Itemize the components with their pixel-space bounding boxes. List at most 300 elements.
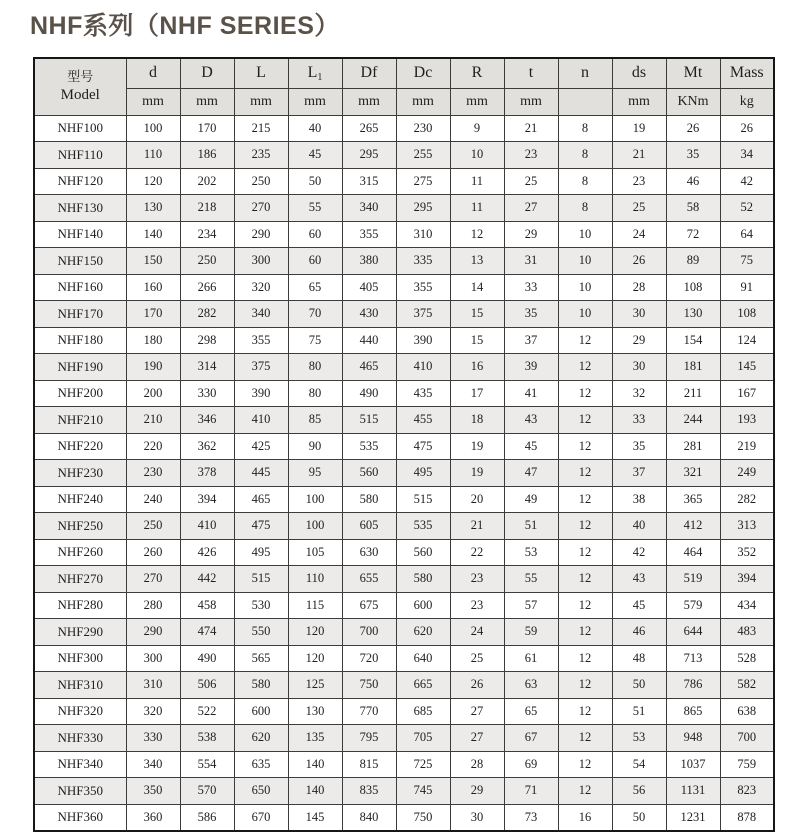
value-cell: 75 [720,248,774,275]
value-cell: 270 [126,566,180,593]
value-cell: 464 [666,539,720,566]
column-header-dc: Dc [396,58,450,88]
table-row-nhf110 [34,142,774,169]
value-cell: 600 [396,592,450,619]
value-cell: 130 [288,698,342,725]
value-cell: 200 [126,380,180,407]
value-cell: 550 [234,619,288,646]
column-header-l: L [234,58,288,88]
table-row-nhf350 [34,778,774,805]
value-cell: 12 [558,513,612,540]
value-cell: 33 [612,407,666,434]
value-cell: 90 [288,433,342,460]
value-cell: 8 [558,168,612,195]
column-header-mt: Mt [666,58,720,88]
value-cell: 110 [288,566,342,593]
value-cell: 18 [450,407,504,434]
table-row-nhf270 [34,566,774,593]
value-cell: 12 [450,221,504,248]
value-cell: 33 [504,274,558,301]
table-row-nhf220 [34,433,774,460]
value-cell: 700 [342,619,396,646]
value-cell: 215 [234,115,288,142]
value-cell: 250 [126,513,180,540]
model-cell: NHF180 [34,327,126,354]
value-cell: 490 [342,380,396,407]
value-cell: 250 [180,248,234,275]
value-cell: 105 [288,539,342,566]
value-cell: 23 [612,168,666,195]
value-cell: 515 [234,566,288,593]
value-cell: 26 [666,115,720,142]
value-cell: 475 [234,513,288,540]
model-cell: NHF330 [34,725,126,752]
value-cell: 120 [288,619,342,646]
value-cell: 350 [126,778,180,805]
value-cell: 15 [450,327,504,354]
value-cell: 120 [288,645,342,672]
value-cell: 244 [666,407,720,434]
model-cell: NHF250 [34,513,126,540]
value-cell: 580 [234,672,288,699]
value-cell: 280 [126,592,180,619]
value-cell: 340 [342,195,396,222]
value-cell: 250 [234,168,288,195]
value-cell: 458 [180,592,234,619]
value-cell: 10 [558,248,612,275]
unit-header-8 [558,88,612,115]
value-cell: 25 [450,645,504,672]
value-cell: 10 [558,274,612,301]
value-cell: 160 [126,274,180,301]
value-cell: 140 [288,751,342,778]
value-cell: 60 [288,221,342,248]
value-cell: 495 [234,539,288,566]
value-cell: 9 [450,115,504,142]
value-cell: 620 [396,619,450,646]
value-cell: 46 [612,619,666,646]
value-cell: 655 [342,566,396,593]
value-cell: 145 [720,354,774,381]
table-row-nhf190 [34,354,774,381]
value-cell: 815 [342,751,396,778]
value-cell: 67 [504,725,558,752]
value-cell: 95 [288,460,342,487]
value-cell: 54 [612,751,666,778]
model-cell: NHF270 [34,566,126,593]
model-cell: NHF290 [34,619,126,646]
value-cell: 37 [612,460,666,487]
value-cell: 378 [180,460,234,487]
value-cell: 570 [180,778,234,805]
value-cell: 410 [396,354,450,381]
table-row-nhf180 [34,327,774,354]
table-row-nhf170 [34,301,774,328]
value-cell: 630 [342,539,396,566]
value-cell: 750 [396,804,450,831]
value-cell: 12 [558,672,612,699]
value-cell: 61 [504,645,558,672]
value-cell: 12 [558,592,612,619]
value-cell: 434 [720,592,774,619]
table-row-nhf360 [34,804,774,831]
value-cell: 725 [396,751,450,778]
model-cell: NHF230 [34,460,126,487]
value-cell: 265 [342,115,396,142]
value-cell: 115 [288,592,342,619]
table-row-nhf150 [34,248,774,275]
value-cell: 465 [234,486,288,513]
value-cell: 42 [612,539,666,566]
value-cell: 321 [666,460,720,487]
value-cell: 638 [720,698,774,725]
value-cell: 108 [666,274,720,301]
value-cell: 50 [288,168,342,195]
model-cell: NHF120 [34,168,126,195]
value-cell: 430 [342,301,396,328]
value-cell: 12 [558,486,612,513]
model-cell: NHF240 [34,486,126,513]
value-cell: 560 [342,460,396,487]
value-cell: 375 [396,301,450,328]
value-cell: 12 [558,725,612,752]
value-cell: 380 [342,248,396,275]
unit-header-9: mm [612,88,666,115]
value-cell: 43 [504,407,558,434]
value-cell: 34 [720,142,774,169]
value-cell: 21 [450,513,504,540]
value-cell: 282 [180,301,234,328]
value-cell: 55 [504,566,558,593]
value-cell: 219 [720,433,774,460]
value-cell: 170 [180,115,234,142]
value-cell: 29 [504,221,558,248]
model-cell: NHF130 [34,195,126,222]
value-cell: 53 [504,539,558,566]
table-row-nhf290 [34,619,774,646]
value-cell: 220 [126,433,180,460]
value-cell: 554 [180,751,234,778]
value-cell: 230 [396,115,450,142]
value-cell: 375 [234,354,288,381]
value-cell: 12 [558,566,612,593]
value-cell: 51 [504,513,558,540]
value-cell: 12 [558,751,612,778]
value-cell: 346 [180,407,234,434]
value-cell: 12 [558,433,612,460]
value-cell: 145 [288,804,342,831]
value-cell: 355 [234,327,288,354]
value-cell: 20 [450,486,504,513]
value-cell: 538 [180,725,234,752]
model-cell: NHF210 [34,407,126,434]
value-cell: 335 [396,248,450,275]
value-cell: 410 [234,407,288,434]
value-cell: 365 [666,486,720,513]
value-cell: 30 [612,354,666,381]
table-row-nhf280 [34,592,774,619]
table-body [34,115,774,831]
value-cell: 47 [504,460,558,487]
value-cell: 108 [720,301,774,328]
value-cell: 52 [720,195,774,222]
model-cell: NHF340 [34,751,126,778]
value-cell: 12 [558,407,612,434]
value-cell: 80 [288,380,342,407]
value-cell: 65 [288,274,342,301]
value-cell: 140 [126,221,180,248]
value-cell: 64 [720,221,774,248]
table-row-nhf330 [34,725,774,752]
value-cell: 865 [666,698,720,725]
column-header-l1: $L_1$ [288,58,342,88]
value-cell: 181 [666,354,720,381]
value-cell: 315 [342,168,396,195]
value-cell: 170 [126,301,180,328]
value-cell: 42 [720,168,774,195]
value-cell: 25 [504,168,558,195]
column-header-r: R [450,58,504,88]
value-cell: 390 [234,380,288,407]
table-row-nhf130 [34,195,774,222]
value-cell: 298 [180,327,234,354]
value-cell: 8 [558,142,612,169]
value-cell: 193 [720,407,774,434]
value-cell: 410 [180,513,234,540]
model-cell: NHF140 [34,221,126,248]
value-cell: 620 [234,725,288,752]
column-header-t: t [504,58,558,88]
value-cell: 35 [612,433,666,460]
value-cell: 28 [612,274,666,301]
value-cell: 35 [504,301,558,328]
value-cell: 45 [288,142,342,169]
value-cell: 16 [450,354,504,381]
value-cell: 89 [666,248,720,275]
value-cell: 23 [450,566,504,593]
value-cell: 22 [450,539,504,566]
unit-header-10: KNm [666,88,720,115]
value-cell: 475 [396,433,450,460]
value-cell: 522 [180,698,234,725]
value-cell: 352 [720,539,774,566]
value-cell: 58 [666,195,720,222]
table-row-nhf250 [34,513,774,540]
value-cell: 130 [666,301,720,328]
value-cell: 713 [666,645,720,672]
table-row-nhf340 [34,751,774,778]
value-cell: 260 [126,539,180,566]
value-cell: 190 [126,354,180,381]
value-cell: 26 [450,672,504,699]
value-cell: 840 [342,804,396,831]
value-cell: 15 [450,301,504,328]
value-cell: 31 [504,248,558,275]
value-cell: 234 [180,221,234,248]
value-cell: 835 [342,778,396,805]
value-cell: 394 [180,486,234,513]
value-cell: 878 [720,804,774,831]
value-cell: 535 [342,433,396,460]
value-cell: 528 [720,645,774,672]
value-cell: 150 [126,248,180,275]
value-cell: 45 [612,592,666,619]
value-cell: 405 [342,274,396,301]
value-cell: 394 [720,566,774,593]
value-cell: 60 [288,248,342,275]
table-row-nhf240 [34,486,774,513]
value-cell: 355 [396,274,450,301]
value-cell: 45 [504,433,558,460]
value-cell: 154 [666,327,720,354]
value-cell: 23 [450,592,504,619]
value-cell: 211 [666,380,720,407]
value-cell: 282 [720,486,774,513]
table-row-nhf300 [34,645,774,672]
value-cell: 519 [666,566,720,593]
table-row-nhf160 [34,274,774,301]
value-cell: 685 [396,698,450,725]
value-cell: 51 [612,698,666,725]
value-cell: 8 [558,195,612,222]
value-cell: 56 [612,778,666,805]
value-cell: 24 [612,221,666,248]
value-cell: 720 [342,645,396,672]
value-cell: 644 [666,619,720,646]
value-cell: 313 [720,513,774,540]
value-cell: 12 [558,778,612,805]
value-cell: 23 [504,142,558,169]
value-cell: 1037 [666,751,720,778]
value-cell: 85 [288,407,342,434]
value-cell: 29 [612,327,666,354]
value-cell: 440 [342,327,396,354]
value-cell: 580 [396,566,450,593]
value-cell: 71 [504,778,558,805]
value-cell: 75 [288,327,342,354]
value-cell: 167 [720,380,774,407]
value-cell: 210 [126,407,180,434]
model-cell: NHF170 [34,301,126,328]
value-cell: 330 [126,725,180,752]
model-cell: NHF320 [34,698,126,725]
value-cell: 795 [342,725,396,752]
value-cell: 650 [234,778,288,805]
value-cell: 535 [396,513,450,540]
page-title: NHF系列（NHF SERIES） [30,12,340,40]
value-cell: 46 [666,168,720,195]
table-row-nhf310 [34,672,774,699]
value-cell: 360 [126,804,180,831]
value-cell: 362 [180,433,234,460]
value-cell: 39 [504,354,558,381]
value-cell: 140 [288,778,342,805]
value-cell: 270 [234,195,288,222]
value-cell: 465 [342,354,396,381]
value-cell: 340 [234,301,288,328]
value-cell: 124 [720,327,774,354]
value-cell: 48 [612,645,666,672]
value-cell: 19 [612,115,666,142]
value-cell: 21 [612,142,666,169]
value-cell: 483 [720,619,774,646]
value-cell: 700 [720,725,774,752]
header-unit-row [34,88,774,115]
value-cell: 57 [504,592,558,619]
value-cell: 310 [126,672,180,699]
value-cell: 675 [342,592,396,619]
value-cell: 600 [234,698,288,725]
value-cell: 249 [720,460,774,487]
value-cell: 125 [288,672,342,699]
value-cell: 19 [450,433,504,460]
column-header-d: D [180,58,234,88]
value-cell: 29 [450,778,504,805]
value-cell: 320 [126,698,180,725]
model-cell: NHF110 [34,142,126,169]
value-cell: 180 [126,327,180,354]
table-row-nhf100 [34,115,774,142]
value-cell: 635 [234,751,288,778]
value-cell: 495 [396,460,450,487]
value-cell: 750 [342,672,396,699]
model-cell: NHF260 [34,539,126,566]
value-cell: 579 [666,592,720,619]
model-cell: NHF190 [34,354,126,381]
unit-header-7: mm [504,88,558,115]
model-header-label-en: Model [60,87,100,104]
value-cell: 565 [234,645,288,672]
value-cell: 100 [126,115,180,142]
value-cell: 705 [396,725,450,752]
value-cell: 586 [180,804,234,831]
value-cell: 786 [666,672,720,699]
value-cell: 26 [720,115,774,142]
value-cell: 40 [288,115,342,142]
value-cell: 65 [504,698,558,725]
value-cell: 1231 [666,804,720,831]
value-cell: 69 [504,751,558,778]
value-cell: 186 [180,142,234,169]
value-cell: 281 [666,433,720,460]
value-cell: 27 [504,195,558,222]
value-cell: 14 [450,274,504,301]
value-cell: 91 [720,274,774,301]
value-cell: 665 [396,672,450,699]
value-cell: 53 [612,725,666,752]
value-cell: 310 [396,221,450,248]
value-cell: 11 [450,195,504,222]
value-cell: 16 [558,804,612,831]
value-cell: 255 [396,142,450,169]
value-cell: 100 [288,486,342,513]
value-cell: 290 [234,221,288,248]
table-row-nhf260 [34,539,774,566]
value-cell: 120 [126,168,180,195]
model-cell: NHF220 [34,433,126,460]
value-cell: 745 [396,778,450,805]
value-cell: 670 [234,804,288,831]
value-cell: 50 [612,672,666,699]
header-label-row [34,58,774,88]
value-cell: 70 [288,301,342,328]
value-cell: 59 [504,619,558,646]
value-cell: 27 [450,698,504,725]
column-header-df: Df [342,58,396,88]
value-cell: 582 [720,672,774,699]
value-cell: 25 [612,195,666,222]
unit-header-11: kg [720,88,774,115]
